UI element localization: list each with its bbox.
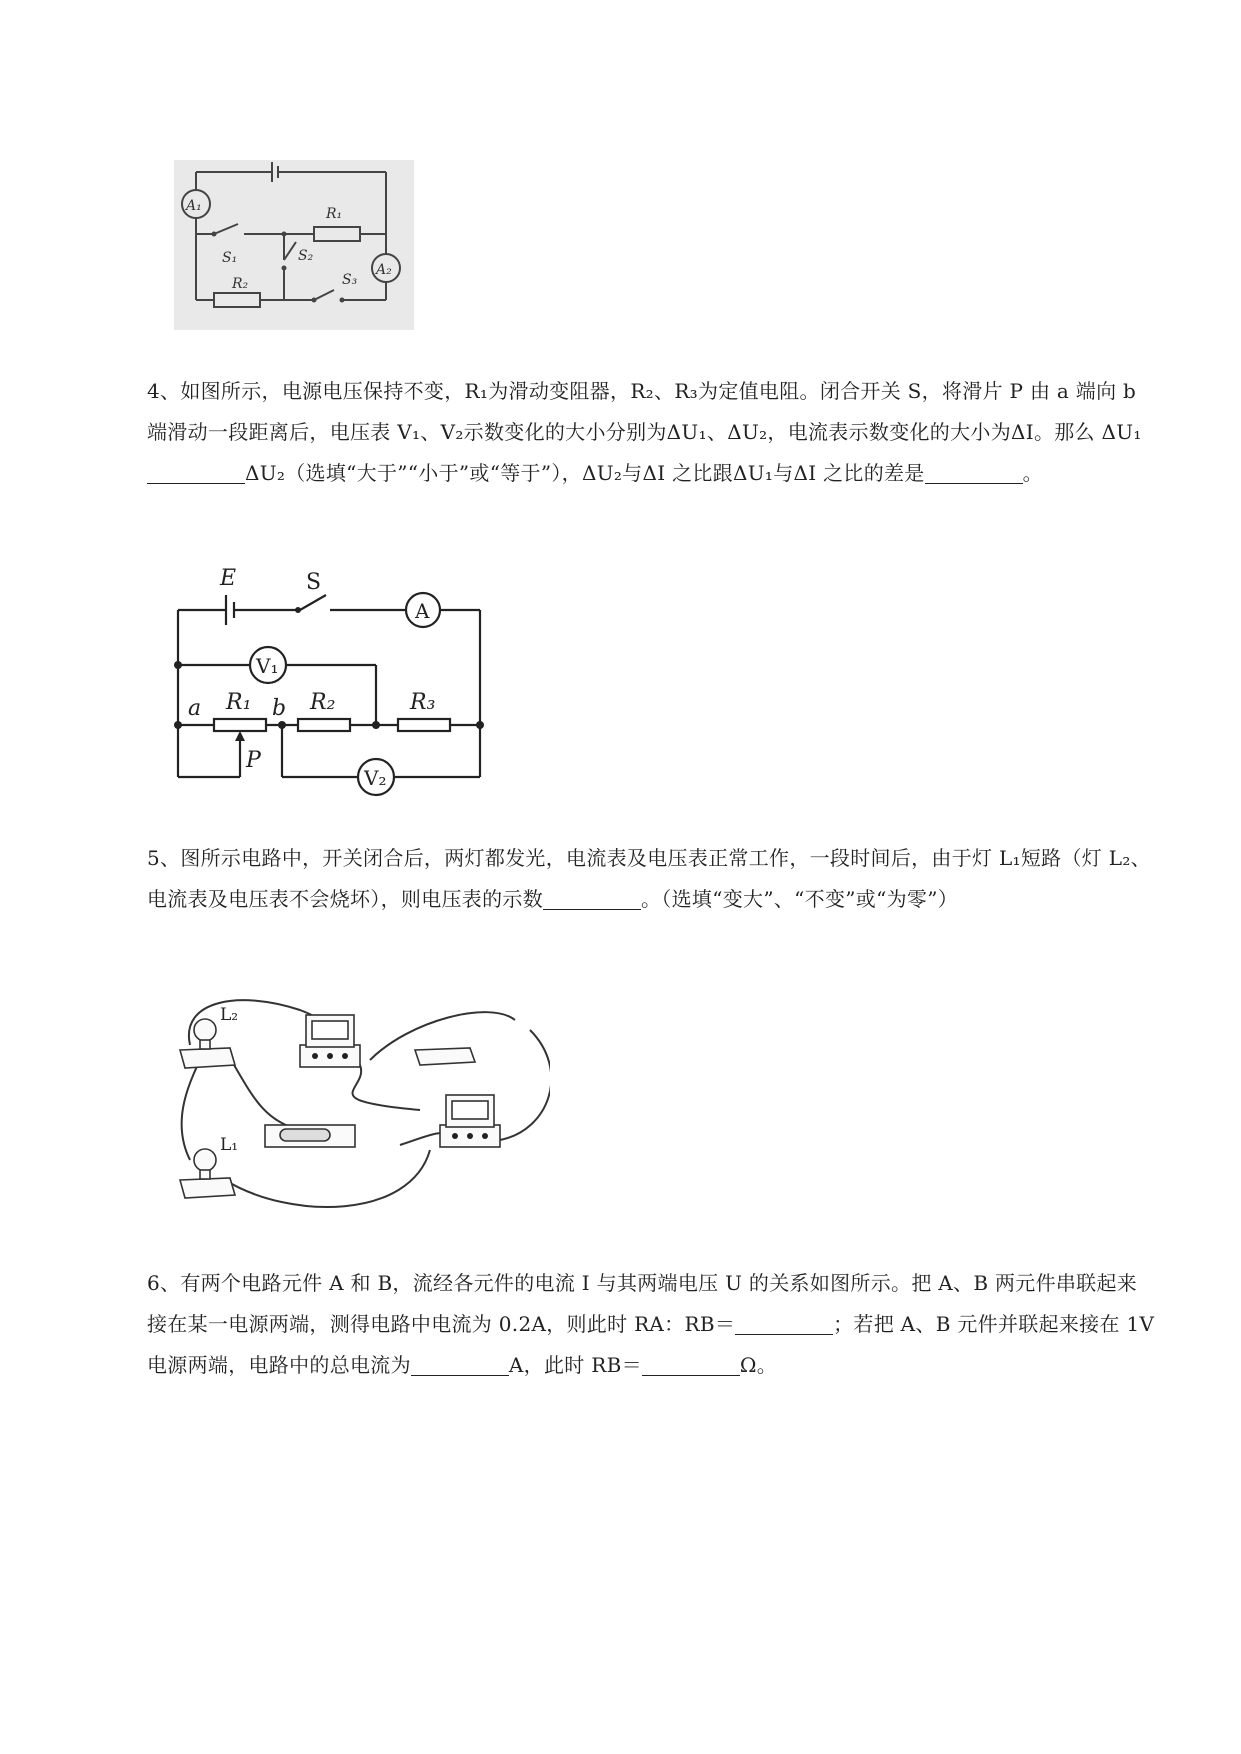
q4-text-part-5: ΔU₂（选填“大于”“小于”或“等于”），ΔU₂与ΔI 之比跟ΔU₁与ΔI 之比的差是 [245,461,925,485]
question-5-text [147,838,1157,920]
l2-label: L₂ [220,1005,239,1025]
q5-text-part-2: 。（选填“变大”、“不变”或“为零”） [641,887,959,911]
figure-1-circuit [174,160,414,330]
question-5 [147,838,1157,920]
question-4 [147,371,1157,494]
v1-label: V₁ [256,654,279,678]
answer-blank[interactable] [735,1312,833,1335]
q4-text-part-3: 、 [654,379,675,403]
s1-label: S₁ [222,250,238,266]
question-4-text [147,371,1157,494]
q6-text-part-1: 6、有两个电路元件 A 和 B，流经各元件的电流 I 与其两端电压 U 的关系如图所示。把 A、B 两元件串联起来接在某一电源两端，测得电路中电流为 0.2A，则此时 RA：RB＝ [147,1271,1138,1336]
answer-blank[interactable] [642,1353,740,1376]
l1-label: L₁ [220,1135,239,1155]
point-b-label: b [272,696,287,721]
p-label: P [246,748,261,773]
question-6-text [147,1263,1157,1386]
a-label: A [415,599,430,623]
v2-label: V₂ [364,766,387,790]
a2-label: A₂ [376,262,392,278]
r3-label: R₃ [410,690,436,715]
circuit-diagram-2 [168,565,498,800]
a1-label: A₁ [186,198,202,214]
r1-label: R₁ [326,206,343,222]
q4-r2: R₂ [630,379,655,403]
e-label: E [220,566,237,591]
r1-label: R₁ [226,690,252,715]
point-a-label: a [188,696,202,721]
q5-text-part-1: 5、图所示电路中，开关闭合后，两灯都发光，电流表及电压表正常工作，一段时间后，由于灯 L₁短路（灯 L₂、电流表及电压表不会烧坏），则电压表的示数 [147,846,1151,911]
figure-2-circuit [168,565,498,800]
q6-text-part-3: A，此时 RB＝ [508,1353,642,1377]
q4-r1: R₁ [464,379,489,403]
q4-text-part-1: 4、如图所示，电源电压保持不变， [147,379,465,403]
figure-3-physical-circuit [170,990,550,1230]
s2-label: S₂ [298,248,314,264]
q6-text-part-4: Ω。 [739,1353,778,1377]
q4-r3: R₃ [674,379,699,403]
r2-label: R₂ [310,690,336,715]
answer-blank[interactable] [925,461,1023,484]
circuit-diagram-1 [174,160,414,330]
q4-text-part-4: 为定值电阻。闭合开关 S，将滑片 P 由 a 端向 b 端滑动一段距离后，电压表 V₁、V₂示数变化的大小分别为ΔU₁、ΔU₂，电流表示数变化的大小为ΔI。那么 ΔU₁ [147,379,1142,444]
s-label: S [306,570,322,595]
r2-label: R₂ [232,276,249,292]
physical-circuit-drawing [170,990,550,1230]
q4-text-part-2: 为滑动变阻器， [488,379,631,403]
s3-label: S₃ [342,272,358,288]
answer-blank[interactable] [543,887,641,910]
answer-blank[interactable] [411,1353,509,1376]
answer-blank[interactable] [147,461,245,484]
q6-text-part-2: ；若把 A、B 元件并联起来接在 1V 电源两端，电路中的总电流为 [147,1312,1155,1377]
question-6 [147,1263,1157,1386]
q4-text-part-6: 。 [1022,461,1043,485]
